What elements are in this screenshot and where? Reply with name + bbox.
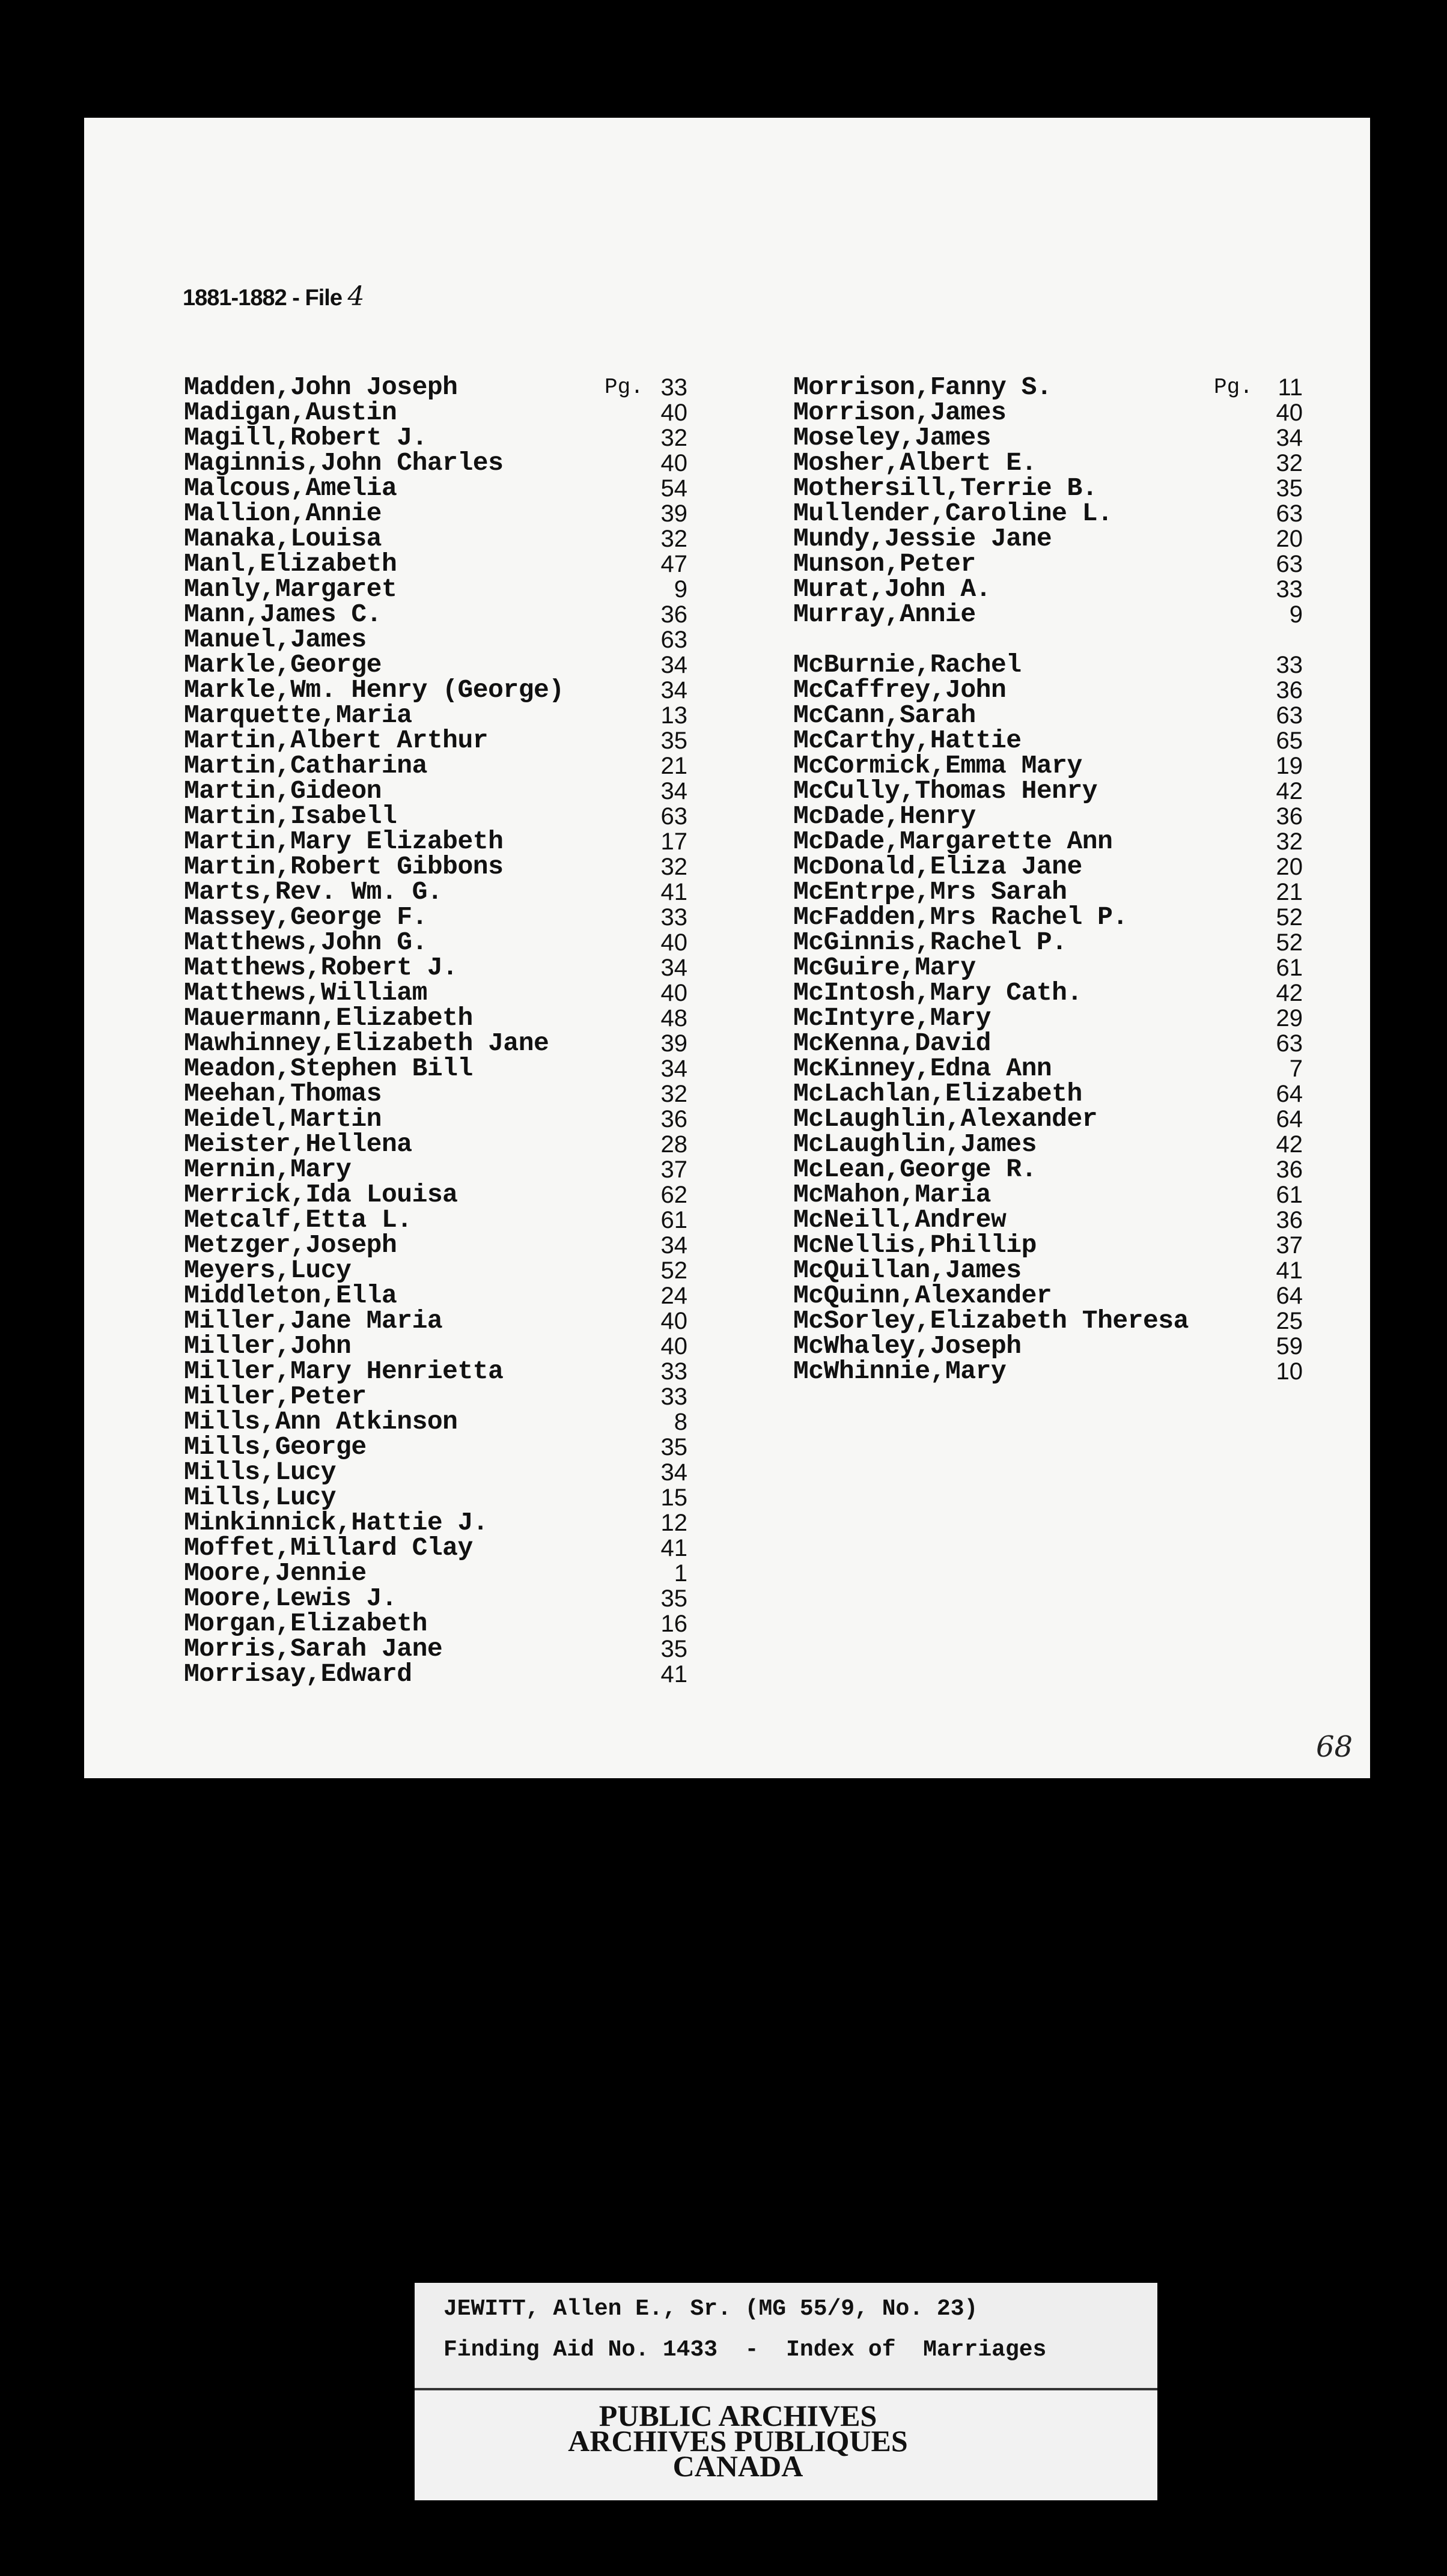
- entry-name: McLean,George R.: [793, 1155, 1037, 1184]
- entry-name: Mullender,Caroline L.: [793, 499, 1113, 528]
- entry-name: McGinnis,Rachel P.: [793, 928, 1067, 957]
- entry-name: Martin,Albert Arthur: [184, 726, 489, 755]
- entry-page: 33: [660, 374, 687, 401]
- index-entry: [184, 400, 689, 425]
- entry-page: 32: [1276, 828, 1303, 855]
- entry-page: 32: [660, 854, 687, 880]
- index-entry: [184, 776, 689, 806]
- index-entry: [184, 551, 689, 577]
- entry-page: 35: [660, 1585, 687, 1612]
- entry-page: 28: [660, 1131, 687, 1158]
- pg-label: Pg.: [605, 375, 644, 399]
- file-header-title: 1881-1882 - File: [183, 285, 342, 311]
- index-entry: [184, 1129, 689, 1159]
- entry-name: McWhinnie,Mary: [793, 1356, 1007, 1386]
- stamp-line-1: PUBLIC ARCHIVES: [599, 2399, 877, 2432]
- index-entry: [793, 1104, 1304, 1134]
- entry-name: Mothersill,Terrie B.: [793, 473, 1098, 503]
- index-entry: [184, 526, 689, 551]
- entry-page: 21: [1276, 879, 1303, 905]
- entry-name: McKenna,David: [793, 1028, 991, 1058]
- entry-name: McWhaley,Joseph: [793, 1331, 1022, 1361]
- page-number: 68: [1316, 1730, 1353, 1764]
- entry-name: Madigan,Austin: [184, 398, 397, 427]
- index-entry: [184, 1409, 689, 1435]
- index-entry: [184, 980, 689, 1006]
- index-entry: [793, 473, 1304, 503]
- entry-name: Manuel,James: [184, 625, 367, 654]
- index-entry: [793, 1308, 1304, 1334]
- entry-page: 35: [660, 1636, 687, 1662]
- index-entry: [184, 1081, 689, 1107]
- entry-page: 52: [1276, 929, 1303, 956]
- entry-name: Middleton,Ella: [184, 1281, 397, 1310]
- entry-name: Moffet,Millard Clay: [184, 1533, 473, 1563]
- index-entry: [793, 1157, 1304, 1182]
- index-entry: [793, 776, 1304, 806]
- entry-page: 20: [1276, 526, 1303, 552]
- entry-name: Murray,Annie: [793, 600, 976, 629]
- entry-name: Markle,George: [184, 650, 382, 679]
- entry-page: 61: [1276, 955, 1303, 981]
- index-entry: [184, 955, 689, 980]
- entry-name: Magill,Robert J.: [184, 423, 427, 452]
- index-entry: [184, 574, 689, 604]
- index-entry: [184, 1659, 689, 1689]
- index-entry: [184, 501, 689, 526]
- index-entry: [793, 1331, 1304, 1361]
- entry-name: Morrisay,Edward: [184, 1659, 412, 1689]
- entry-name: McCormick,Emma Mary: [793, 751, 1082, 780]
- entry-page: 35: [660, 1434, 687, 1460]
- entry-name: McFadden,Mrs Rachel P.: [793, 902, 1128, 932]
- entry-page: 36: [660, 1106, 687, 1132]
- entry-page: 37: [660, 1156, 687, 1183]
- index-entry: [184, 1258, 689, 1283]
- entry-name: Martin,Gideon: [184, 776, 382, 806]
- entry-name: Manl,Elizabeth: [184, 549, 397, 579]
- index-entry: [184, 1356, 689, 1386]
- index-entry: [793, 400, 1304, 425]
- index-entry: [793, 980, 1304, 1006]
- index-entry: [184, 902, 689, 932]
- entry-page: 63: [660, 627, 687, 653]
- index-entry: [793, 1258, 1304, 1283]
- entry-name: Mallion,Annie: [184, 499, 382, 528]
- entry-name: McCann,Sarah: [793, 700, 976, 730]
- index-entry: [184, 602, 689, 627]
- entry-page: 41: [660, 879, 687, 905]
- index-entry: [184, 1003, 689, 1033]
- entry-name: Martin,Isabell: [184, 801, 397, 831]
- entry-name: McLaughlin,James: [793, 1129, 1037, 1159]
- entry-page: 52: [660, 1257, 687, 1284]
- index-entry: [184, 728, 689, 753]
- entry-name: Morgan,Elizabeth: [184, 1609, 427, 1638]
- entry-name: McMahon,Maria: [793, 1180, 991, 1209]
- entry-page: 35: [1276, 475, 1303, 502]
- index-entry: [184, 473, 689, 503]
- index-entry: [184, 652, 689, 678]
- entry-name: Marts,Rev. Wm. G.: [184, 877, 443, 907]
- index-entry: [793, 448, 1304, 478]
- entry-page: 65: [1276, 728, 1303, 754]
- entry-name: Meister,Hellena: [184, 1129, 412, 1159]
- entry-name: Merrick,Ida Louisa: [184, 1180, 458, 1209]
- entry-name: McCully,Thomas Henry: [793, 776, 1098, 806]
- entry-page: 32: [660, 425, 687, 451]
- entry-name: Meehan,Thomas: [184, 1079, 382, 1108]
- entry-page: 9: [1289, 601, 1303, 628]
- entry-name: Malcous,Amelia: [184, 473, 397, 503]
- stamp-line-3: CANADA: [672, 2449, 803, 2483]
- entry-page: 34: [660, 955, 687, 981]
- entry-name: Marquette,Maria: [184, 700, 412, 730]
- entry-name: McDonald,Eliza Jane: [793, 852, 1082, 881]
- entry-page: 40: [660, 450, 687, 476]
- entry-page: 34: [660, 1459, 687, 1486]
- index-entry: [184, 1104, 689, 1134]
- entry-name: McQuinn,Alexander: [793, 1281, 1052, 1310]
- entry-page: 42: [1276, 1131, 1303, 1158]
- entry-name: Massey,George F.: [184, 902, 427, 932]
- index-entry: [793, 1230, 1304, 1260]
- entry-page: 63: [1276, 551, 1303, 577]
- left-index-column: [184, 372, 689, 1689]
- entry-page: 32: [660, 1081, 687, 1107]
- entry-name: Martin,Catharina: [184, 751, 427, 780]
- entry-name: Mosher,Albert E.: [793, 448, 1037, 478]
- entry-name: Mills,Ann Atkinson: [184, 1407, 458, 1436]
- entry-name: Meidel,Martin: [184, 1104, 382, 1134]
- entry-page: 32: [1276, 450, 1303, 476]
- index-entry: [184, 1028, 689, 1058]
- index-entry: [184, 1432, 689, 1462]
- entry-page: 63: [660, 803, 687, 830]
- entry-page: 12: [660, 1510, 687, 1536]
- stamp-line-2: ARCHIVES PUBLIQUES: [568, 2424, 908, 2458]
- entry-name: McNeill,Andrew: [793, 1205, 1007, 1235]
- index-entry: [184, 1533, 689, 1563]
- entry-page: 64: [1276, 1106, 1303, 1132]
- index-entry: [184, 1457, 689, 1487]
- entry-name: Matthews,William: [184, 978, 427, 1007]
- index-entry: [793, 1028, 1304, 1058]
- index-entry: [793, 1356, 1304, 1386]
- entry-name: Meadon,Stephen Bill: [184, 1054, 473, 1083]
- entry-name: Miller,John: [184, 1331, 352, 1361]
- entry-name: Martin,Robert Gibbons: [184, 852, 504, 881]
- index-entry: [793, 1129, 1304, 1159]
- index-entry: [184, 1182, 689, 1208]
- entry-name: Munson,Peter: [793, 549, 976, 579]
- entry-name: McEntrpe,Mrs Sarah: [793, 877, 1067, 907]
- entry-page: 25: [1276, 1308, 1303, 1334]
- entry-page: 34: [660, 652, 687, 678]
- entry-page: 15: [660, 1484, 687, 1511]
- entry-page: 1: [674, 1560, 687, 1587]
- entry-page: 52: [1276, 904, 1303, 931]
- entry-name: McCarthy,Hattie: [793, 726, 1022, 755]
- index-entry: [184, 627, 689, 652]
- index-entry: [793, 728, 1304, 753]
- entry-name: Morrison,Fanny S.: [793, 372, 1052, 402]
- index-entry: [184, 753, 689, 779]
- index-entry: [793, 425, 1304, 451]
- entry-page: 33: [660, 1358, 687, 1385]
- index-entry: [184, 1485, 689, 1510]
- entry-page: 41: [660, 1661, 687, 1687]
- entry-page: 24: [660, 1283, 687, 1309]
- entry-page: 61: [1276, 1182, 1303, 1208]
- index-entry: [793, 1056, 1304, 1081]
- entry-name: Mernin,Mary: [184, 1155, 352, 1184]
- label-line-1: JEWITT, Allen E., Sr. (MG 55/9, No. 23): [443, 2296, 978, 2322]
- index-entry: [184, 1636, 689, 1662]
- index-entry: [184, 1056, 689, 1081]
- entry-name: McDade,Margarette Ann: [793, 827, 1113, 856]
- index-entry: [184, 1510, 689, 1536]
- entry-page: 54: [660, 475, 687, 502]
- index-entry: [793, 902, 1304, 932]
- entry-name: McQuillan,James: [793, 1256, 1022, 1285]
- archive-label: [415, 2283, 1157, 2500]
- entry-page: 39: [660, 1030, 687, 1057]
- entry-name: McCaffrey,John: [793, 675, 1007, 705]
- index-entry: [793, 930, 1304, 955]
- entry-name: Morris,Sarah Jane: [184, 1634, 443, 1663]
- entry-name: Mawhinney,Elizabeth Jane: [184, 1028, 549, 1058]
- index-entry: [184, 1157, 689, 1182]
- entry-page: 33: [660, 904, 687, 931]
- entry-name: McLaughlin,Alexander: [793, 1104, 1098, 1134]
- entry-page: 37: [1276, 1232, 1303, 1259]
- entry-name: Martin,Mary Elizabeth: [184, 827, 504, 856]
- index-entry: [793, 700, 1304, 730]
- entry-page: 40: [660, 1308, 687, 1334]
- entry-page: 33: [1276, 652, 1303, 678]
- entry-name: Moore,Jennie: [184, 1558, 367, 1588]
- index-entry: [793, 526, 1304, 551]
- entry-name: Morrison,James: [793, 398, 1007, 427]
- index-entry: [184, 854, 689, 879]
- index-entry: [793, 372, 1304, 402]
- entry-page: 9: [674, 576, 687, 603]
- index-entry: [184, 675, 689, 705]
- entry-page: 39: [660, 500, 687, 527]
- entry-name: Madden,John Joseph: [184, 372, 458, 402]
- entry-name: McGuire,Mary: [793, 953, 976, 982]
- index-entry: [793, 551, 1304, 577]
- entry-page: 17: [660, 828, 687, 855]
- index-entry: [184, 1611, 689, 1636]
- pg-label: Pg.: [1214, 375, 1253, 399]
- entry-page: 40: [660, 1333, 687, 1359]
- index-entry: [793, 652, 1304, 678]
- entry-page: 33: [1276, 576, 1303, 603]
- entry-page: 7: [1289, 1056, 1303, 1082]
- entry-page: 13: [660, 702, 687, 729]
- entry-page: 19: [1276, 753, 1303, 779]
- entry-page: 20: [1276, 854, 1303, 880]
- index-entry: [793, 801, 1304, 831]
- entry-page: 33: [660, 1384, 687, 1410]
- entry-name: Manly,Margaret: [184, 574, 397, 604]
- entry-name: Mills,Lucy: [184, 1457, 337, 1487]
- entry-page: 42: [1276, 980, 1303, 1006]
- entry-name: Mundy,Jessie Jane: [793, 524, 1052, 553]
- entry-page: 40: [660, 980, 687, 1006]
- index-entry: [184, 448, 689, 478]
- entry-name: Moseley,James: [793, 423, 991, 452]
- entry-page: 34: [660, 1232, 687, 1259]
- entry-page: 34: [660, 778, 687, 804]
- label-header: [415, 2283, 1157, 2390]
- entry-name: McLachlan,Elizabeth: [793, 1079, 1082, 1108]
- entry-name: Meyers,Lucy: [184, 1256, 352, 1285]
- entry-page: 41: [660, 1535, 687, 1561]
- entry-name: Mills,Lucy: [184, 1483, 337, 1512]
- index-entry: [793, 1283, 1304, 1308]
- label-line-2: Finding Aid No. 1433 - Index of Marriages: [443, 2337, 1047, 2363]
- index-entry: [184, 801, 689, 831]
- entry-page: 35: [660, 728, 687, 754]
- entry-name: McKinney,Edna Ann: [793, 1054, 1052, 1083]
- index-entry: [184, 1205, 689, 1235]
- index-entry: [793, 574, 1304, 604]
- entry-name: Mills,George: [184, 1432, 367, 1462]
- index-entry: [184, 1586, 689, 1611]
- entry-page: 42: [1276, 778, 1303, 804]
- entry-name: Mann,James C.: [184, 600, 382, 629]
- index-entry: [793, 854, 1304, 879]
- entry-page: 16: [660, 1611, 687, 1637]
- entry-page: 64: [1276, 1081, 1303, 1107]
- entry-page: 62: [660, 1182, 687, 1208]
- entry-name: Mauermann,Elizabeth: [184, 1003, 473, 1033]
- entry-name: Metcalf,Etta L.: [184, 1205, 412, 1235]
- entry-page: 63: [1276, 702, 1303, 729]
- index-entry: [793, 1081, 1304, 1107]
- index-entry: [793, 602, 1304, 627]
- index-entry: [184, 879, 689, 905]
- index-entry: [793, 1205, 1304, 1235]
- entry-name: Minkinnick,Hattie J.: [184, 1508, 489, 1537]
- index-entry: [184, 1283, 689, 1308]
- entry-page: 47: [660, 551, 687, 577]
- index-entry: [793, 1003, 1304, 1033]
- index-entry: [184, 829, 689, 854]
- index-entry: [793, 501, 1304, 526]
- entry-name: Metzger,Joseph: [184, 1230, 397, 1260]
- entry-page: 34: [660, 677, 687, 703]
- index-entry: [184, 1230, 689, 1260]
- file-number: 4: [347, 281, 364, 312]
- entry-page: 11: [1278, 374, 1303, 401]
- index-entry: [793, 675, 1304, 705]
- entry-name: Matthews,John G.: [184, 928, 427, 957]
- entry-name: Markle,Wm. Henry (George): [184, 675, 564, 705]
- entry-name: Miller,Peter: [184, 1382, 367, 1411]
- entry-name: McIntosh,Mary Cath.: [793, 978, 1082, 1007]
- section-gap: [793, 627, 1304, 652]
- entry-name: Maginnis,John Charles: [184, 448, 504, 478]
- index-entry: [793, 829, 1304, 854]
- entry-name: McIntyre,Mary: [793, 1003, 991, 1033]
- entry-page: 36: [1276, 1207, 1303, 1233]
- entry-name: Moore,Lewis J.: [184, 1584, 397, 1613]
- index-entry: [793, 879, 1304, 905]
- entry-page: 8: [674, 1409, 687, 1435]
- index-entry: [184, 700, 689, 730]
- index-entry: [184, 1558, 689, 1588]
- entry-page: 40: [1276, 399, 1303, 426]
- index-entry: [793, 753, 1304, 779]
- archives-stamp: [415, 2399, 1157, 2483]
- index-entry: [184, 1384, 689, 1409]
- index-entry: [184, 425, 689, 451]
- file-header: [183, 281, 364, 312]
- entry-page: 40: [660, 399, 687, 426]
- entry-page: 63: [1276, 500, 1303, 527]
- entry-page: 34: [660, 1056, 687, 1082]
- entry-page: 29: [1276, 1005, 1303, 1031]
- index-entry: [184, 1308, 689, 1334]
- index-entry: [793, 1182, 1304, 1208]
- entry-page: 36: [1276, 677, 1303, 703]
- entry-page: 61: [660, 1207, 687, 1233]
- entry-page: 10: [1276, 1358, 1303, 1385]
- entry-name: McBurnie,Rachel: [793, 650, 1022, 679]
- entry-name: Murat,John A.: [793, 574, 991, 604]
- index-entry: [184, 372, 689, 402]
- entry-name: Miller,Jane Maria: [184, 1306, 443, 1335]
- entry-page: 48: [660, 1005, 687, 1031]
- entry-page: 21: [660, 753, 687, 779]
- entry-name: Manaka,Louisa: [184, 524, 382, 553]
- index-entry: [184, 930, 689, 955]
- entry-page: 63: [1276, 1030, 1303, 1057]
- entry-page: 40: [660, 929, 687, 956]
- entry-name: Matthews,Robert J.: [184, 953, 458, 982]
- entry-name: McSorley,Elizabeth Theresa: [793, 1306, 1189, 1335]
- entry-page: 32: [660, 526, 687, 552]
- entry-page: 41: [1276, 1257, 1303, 1284]
- entry-page: 34: [1276, 425, 1303, 451]
- right-index-column: [793, 372, 1304, 1386]
- index-entry: [793, 955, 1304, 980]
- entry-page: 64: [1276, 1283, 1303, 1309]
- entry-page: 59: [1276, 1333, 1303, 1359]
- entry-page: 36: [1276, 803, 1303, 830]
- entry-name: McNellis,Phillip: [793, 1230, 1037, 1260]
- entry-page: 36: [1276, 1156, 1303, 1183]
- entry-page: 36: [660, 601, 687, 628]
- entry-name: McDade,Henry: [793, 801, 976, 831]
- index-entry: [184, 1331, 689, 1361]
- entry-name: Miller,Mary Henrietta: [184, 1356, 504, 1386]
